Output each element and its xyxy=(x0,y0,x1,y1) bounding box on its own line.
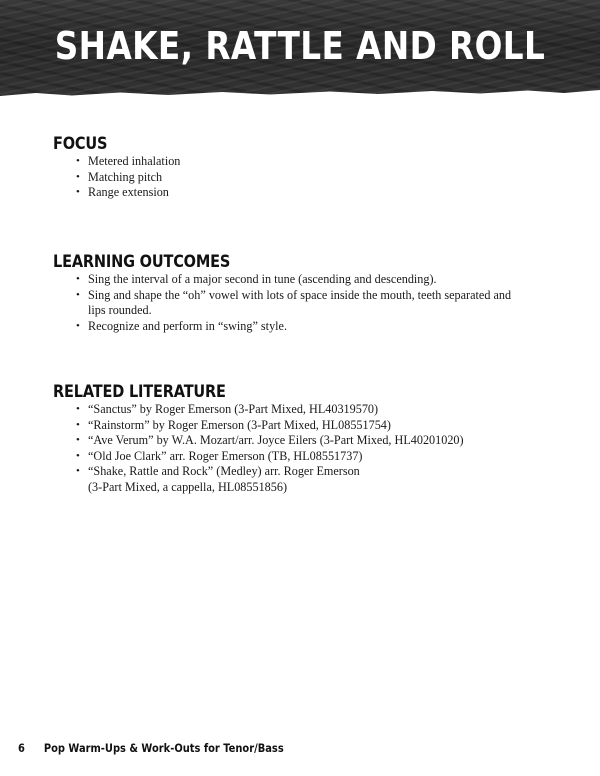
page-title: SHAKE, RATTLE AND ROLL xyxy=(54,24,546,68)
book-title: Pop Warm-Ups & Work-Outs for Tenor/Bass xyxy=(43,741,284,755)
list-item: • Sing the interval of a major second in tune (ascending and descending). xyxy=(76,272,523,288)
related-literature-section xyxy=(53,382,523,495)
list-item: • Recognize and perform in “swing” style. xyxy=(76,319,523,335)
related-literature-list xyxy=(76,402,523,495)
list-item-continuation: (3-Part Mixed, a cappella, HL08551856) xyxy=(88,479,288,494)
focus-list xyxy=(76,154,523,201)
page-footer xyxy=(18,741,284,755)
list-item: • “Sanctus” by Roger Emerson (3-Part Mixed, HL40319570) xyxy=(76,402,523,418)
related-literature-heading: RELATED LITERATURE xyxy=(53,382,226,401)
learning-outcomes-list xyxy=(76,272,523,334)
focus-heading: FOCUS xyxy=(53,134,108,153)
list-item: • “Ave Verum” by W.A. Mozart/arr. Joyce Eilers (3-Part Mixed, HL40201020) xyxy=(76,433,523,449)
list-item: • Sing and shape the “oh” vowel with lots of space inside the mouth, teeth separated and lips rounded. xyxy=(76,288,523,319)
list-item: • “Rainstorm” by Roger Emerson (3-Part Mixed, HL08551754) xyxy=(76,418,523,434)
title-banner xyxy=(0,0,600,97)
list-item: • Matching pitch xyxy=(76,170,523,186)
page-number: 6 xyxy=(18,741,25,755)
list-item: • “Shake, Rattle and Rock” (Medley) arr. Roger Emerson xyxy=(76,464,523,480)
learning-outcomes-heading: LEARNING OUTCOMES xyxy=(53,252,231,271)
banner-torn-edge xyxy=(0,90,600,97)
list-item: • Range extension xyxy=(76,185,523,201)
list-item: • Metered inhalation xyxy=(76,154,523,170)
list-item: • “Old Joe Clark” arr. Roger Emerson (TB, HL08551737) xyxy=(76,449,523,465)
learning-outcomes-section xyxy=(53,252,523,334)
focus-section xyxy=(53,134,523,201)
